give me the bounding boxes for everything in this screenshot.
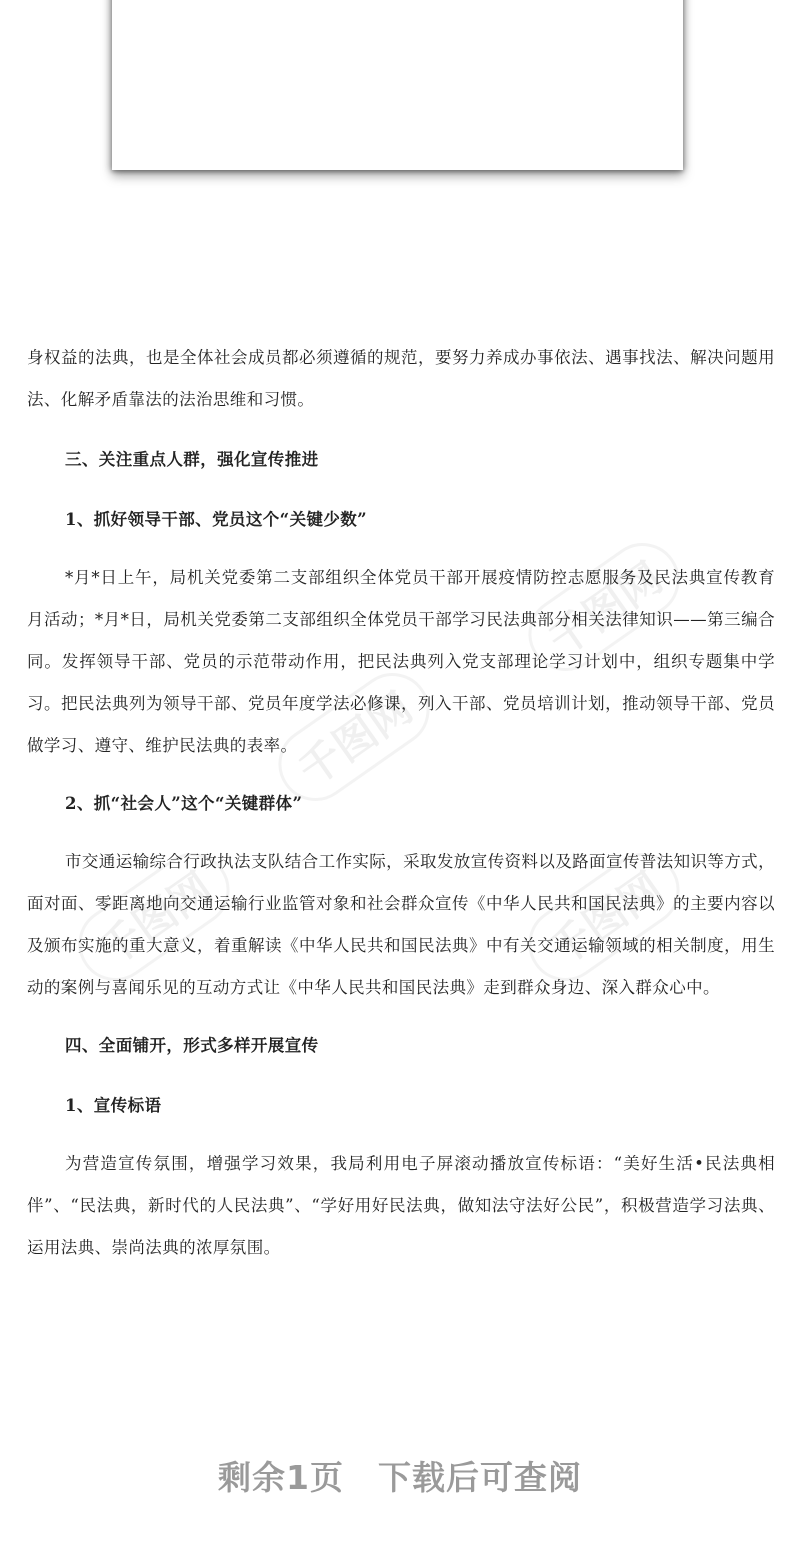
paragraph-slogans: 为营造宣传氛围，增强学习效果，我局利用电子屏滚动播放宣传标语：“美好生活•民法典相伴”、“民法典，新时代的人民法典”、“学好用好民法典，做知法守法好公民”，积极营造学习法典、运用法典、崇尚法典的浓厚氛围。: [27, 1154, 775, 1257]
subheading-3-1: 1、抓好领导干部、党员这个“关键少数”: [65, 510, 368, 529]
paragraph-society: 市交通运输综合行政执法支队结合工作实际，采取发放宣传资料以及路面宣传普法知识等方式，面对面、零距离地向交通运输行业监管对象和社会群众宣传《中华人民共和国民法典》的主要内容以及颁布实施的重大意义，着重解读《中华人民共和国民法典》中有关交通运输领域的相关制度，用生动的案例与喜闻乐见的互动方式让《中华人民共和国民法典》走到群众身边、深入群众心中。: [27, 852, 775, 997]
watermark-2: 千图网: [264, 659, 444, 816]
remaining-pages-label: 剩余1页: [218, 1458, 344, 1497]
paragraph-rights: 身权益的法典，也是全体社会成员都必须遵循的规范，要努力养成办事依法、遇事找法、解决问题用法、化解矛盾靠法的法治思维和习惯。: [27, 348, 775, 409]
subheading-4-1: 1、宣传标语: [65, 1096, 162, 1115]
download-prompt[interactable]: [0, 1452, 800, 1499]
document-body: [27, 337, 775, 1269]
watermark-3: 千图网: [514, 839, 694, 996]
download-to-view-label[interactable]: 下载后可查阅: [377, 1458, 582, 1497]
section-heading-4: 四、全面铺开，形式多样开展宣传: [65, 1036, 319, 1055]
subheading-3-2: 2、抓“社会人”这个“关键群体”: [65, 794, 303, 813]
previous-page-card: [112, 0, 683, 170]
watermark-4: 千图网: [64, 839, 244, 996]
paragraph-leaders: *月*日上午，局机关党委第二支部组织全体党员干部开展疫情防控志愿服务及民法典宣传教育月活动；*月*日，局机关党委第二支部组织全体党员干部学习民法典部分相关法律知识——第三编合同。发挥领导干部、党员的示范带动作用，把民法典列入党支部理论学习计划中，组织专题集中学习。把民法典列为领导干部、党员年度学法必修课，列入干部、党员培训计划，推动领导干部、党员做学习、遵守、维护民法典的表率。: [27, 568, 775, 755]
section-heading-3: 三、关注重点人群，强化宣传推进: [65, 450, 319, 469]
watermark-1: 千图网: [514, 529, 694, 686]
